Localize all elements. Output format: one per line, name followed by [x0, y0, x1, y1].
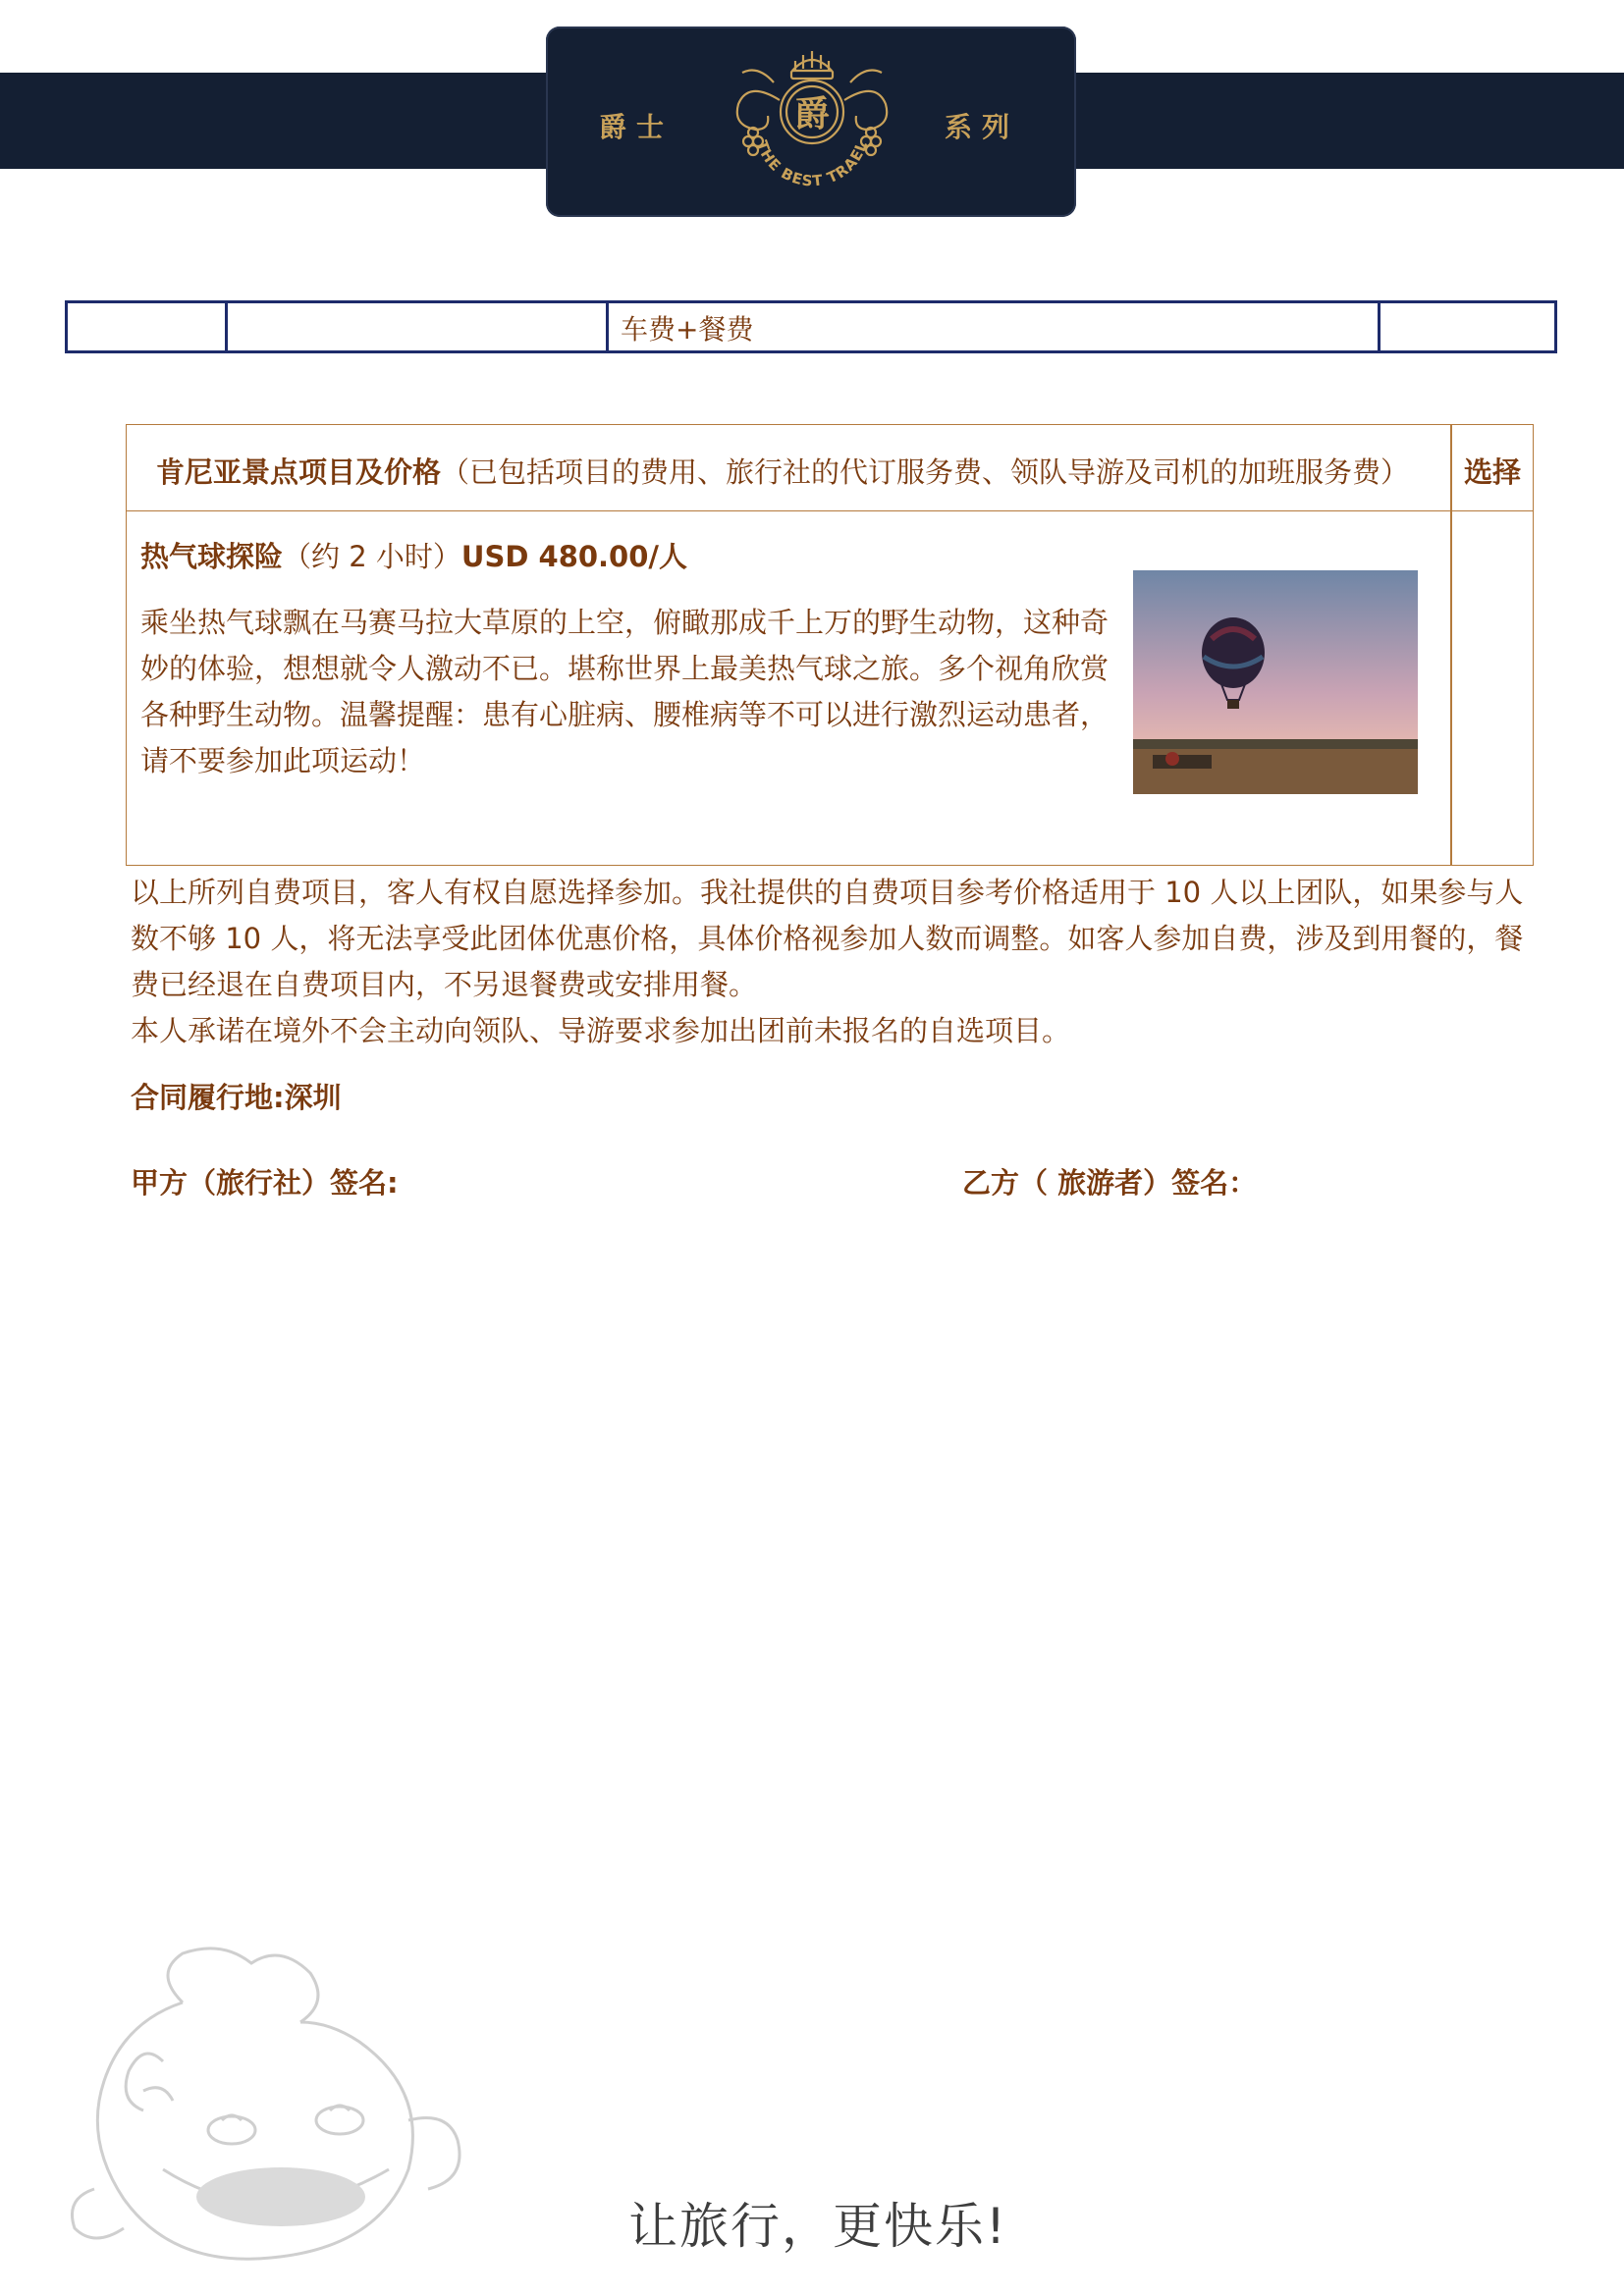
table-header-note: （已包括项目的费用、旅行社的代订服务费、领队导游及司机的加班服务费） — [441, 455, 1410, 489]
crown-emblem-logo — [709, 31, 915, 214]
notes-paragraph-2: 本人承诺在境外不会主动向领队、导游要求参加出团前未报名的自选项目。 — [131, 1014, 1071, 1047]
top-table-cell-fees: 车费+餐费 — [609, 303, 1380, 350]
party-a-signature: 甲方（旅行社）签名: — [131, 1166, 399, 1200]
notes-section — [131, 870, 1525, 1054]
item-duration: （约 2 小时） — [283, 540, 461, 573]
series-right-label: 系列 — [945, 111, 1020, 143]
svg-text:THE BEST TRAEL — [753, 138, 872, 190]
item-name: 热气球探险 — [140, 540, 284, 573]
item-title — [140, 535, 687, 575]
optional-items-table — [126, 424, 1534, 866]
item-price: USD 480.00/人 — [460, 540, 688, 573]
top-table-cell-1 — [68, 303, 228, 350]
party-b-signature: 乙方（ 旅游者）签名： — [962, 1166, 1258, 1200]
select-column-header: 选择 — [1463, 455, 1521, 489]
select-column-divider — [1450, 425, 1452, 865]
top-table-cell-4 — [1380, 303, 1554, 350]
contract-place: 合同履行地:深圳 — [131, 1081, 342, 1114]
hot-air-balloon-photo — [1133, 570, 1418, 794]
series-left-label: 爵士 — [599, 111, 675, 143]
top-cost-table — [65, 300, 1557, 353]
monkey-mascot-icon — [35, 1944, 487, 2277]
table-header-bold: 肯尼亚景点项目及价格 — [156, 455, 442, 489]
logo-character: 爵 — [793, 94, 831, 134]
top-table-cell-2 — [228, 303, 609, 350]
slogan: 让旅行，更快乐! — [628, 2198, 1008, 2255]
logo-arc-text: THE BEST TRAEL — [752, 137, 872, 190]
item-description: 乘坐热气球飘在马赛马拉大草原的上空，俯瞰那成千上万的野生动物，这种奇妙的体验，想想就令人激动不已。堪称世界上最美热气球之旅。多个视角欣赏各种野生动物。温馨提醒：患有心脏病、腰椎病等不可以进行激烈运动患者，请不要参加此项运动！ — [140, 606, 1110, 777]
table-header-title — [156, 451, 1409, 491]
notes-paragraph-1: 以上所列自费项目，客人有权自愿选择参加。我社提供的自费项目参考价格适用于 10 人以上团队，如果参与人数不够 10 人，将无法享受此团体优惠价格，具体价格视参加人数而调整。如客人参加自费，涉及到用餐的，餐费已经退在自费项目内，不另退餐费或安排用餐。 — [131, 876, 1524, 1001]
